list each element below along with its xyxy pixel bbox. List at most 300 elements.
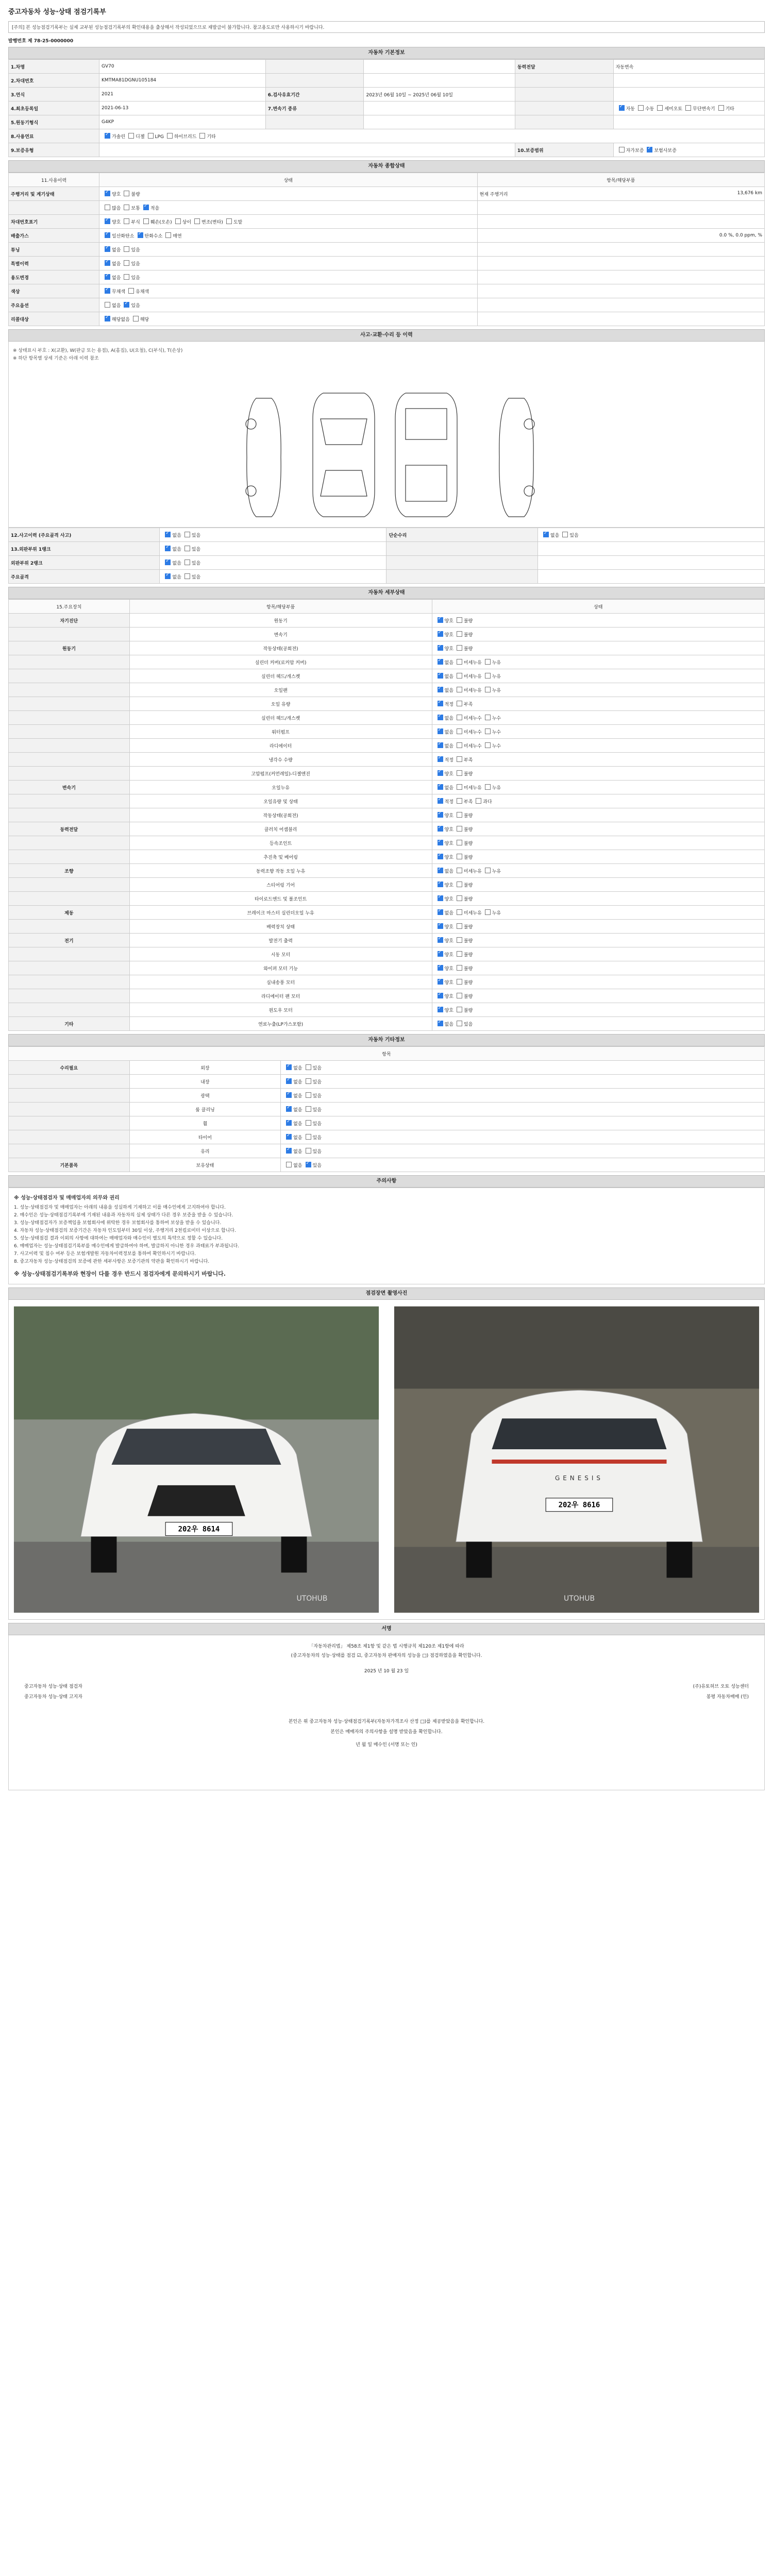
unchecked-checkbox-icon[interactable] — [457, 882, 462, 887]
general-options — [99, 257, 478, 270]
unchecked-checkbox-icon[interactable] — [226, 218, 232, 224]
detail-group — [9, 711, 130, 725]
option-label: 없음 — [444, 716, 453, 721]
detail-item: 라디에이터 — [129, 739, 432, 753]
unchecked-checkbox-icon[interactable] — [143, 218, 149, 224]
other-status — [281, 1075, 765, 1089]
general-options — [99, 215, 478, 229]
unchecked-checkbox-icon[interactable] — [457, 742, 462, 748]
unchecked-checkbox-icon[interactable] — [457, 617, 462, 623]
other-head-row — [9, 1047, 765, 1061]
unchecked-checkbox-icon[interactable] — [199, 133, 205, 139]
unchecked-checkbox-icon[interactable] — [286, 1162, 292, 1167]
checked-checkbox-icon[interactable] — [647, 147, 652, 152]
checked-checkbox-icon[interactable] — [438, 617, 443, 623]
option-label: 있음 — [191, 561, 201, 566]
checked-checkbox-icon[interactable] — [105, 218, 110, 224]
section-accident-header: 사고·교환·수리 등 이력 — [8, 329, 765, 342]
detail-status — [432, 655, 764, 669]
unchecked-checkbox-icon[interactable] — [105, 302, 110, 308]
checked-checkbox-icon[interactable] — [165, 546, 171, 551]
checked-checkbox-icon[interactable] — [438, 673, 443, 679]
option-label: 무단변속기 — [693, 106, 715, 112]
detail-item: 발전기 출력 — [129, 934, 432, 947]
checked-checkbox-icon[interactable] — [543, 532, 549, 537]
unchecked-checkbox-icon[interactable] — [124, 246, 129, 252]
checked-checkbox-icon[interactable] — [105, 260, 110, 266]
option-label: 있음 — [312, 1079, 322, 1085]
checked-checkbox-icon[interactable] — [438, 826, 443, 832]
option-label: 불량 — [463, 938, 473, 944]
option-label: 적정 — [444, 702, 453, 707]
checked-checkbox-icon[interactable] — [438, 979, 443, 985]
unchecked-checkbox-icon[interactable] — [128, 133, 134, 139]
rear-brand-text: GENESIS — [555, 1474, 603, 1482]
unchecked-checkbox-icon[interactable] — [457, 1021, 462, 1026]
checked-checkbox-icon[interactable] — [438, 728, 443, 734]
option-label: 양호 — [444, 632, 453, 638]
checked-checkbox-icon[interactable] — [438, 1007, 443, 1012]
checked-checkbox-icon[interactable] — [105, 191, 110, 196]
option-label: 보험사보증 — [654, 148, 677, 154]
general-row — [9, 229, 765, 243]
general-label: 색상 — [9, 284, 99, 298]
basic-row — [9, 143, 765, 157]
unchecked-checkbox-icon[interactable] — [457, 715, 462, 720]
general-extra — [477, 215, 764, 229]
unchecked-checkbox-icon[interactable] — [128, 288, 134, 294]
checked-checkbox-icon[interactable] — [286, 1106, 292, 1112]
option-label: 하이브리드 — [174, 134, 197, 140]
accident-row — [9, 542, 765, 556]
basic-label: 2.차대번호 — [9, 74, 99, 88]
detail-status — [432, 781, 764, 794]
option-label: 불량 — [463, 980, 473, 986]
detail-status — [432, 628, 764, 641]
checked-checkbox-icon[interactable] — [619, 105, 625, 111]
checked-checkbox-icon[interactable] — [105, 232, 110, 238]
option-label: 무채색 — [112, 289, 126, 295]
option-label: 양호 — [444, 855, 453, 860]
unchecked-checkbox-icon[interactable] — [685, 105, 691, 111]
checked-checkbox-icon[interactable] — [286, 1064, 292, 1070]
option-label: 양호 — [444, 938, 453, 944]
car-left-side-icon — [247, 398, 281, 517]
other-item: 광택 — [129, 1089, 280, 1103]
option-label: 부족 — [463, 799, 473, 805]
checked-checkbox-icon[interactable] — [438, 868, 443, 873]
option-label: 불량 — [463, 855, 473, 860]
option-label: 불량 — [463, 952, 473, 958]
checked-checkbox-icon[interactable] — [438, 687, 443, 692]
detail-status — [432, 711, 764, 725]
unchecked-checkbox-icon[interactable] — [457, 645, 462, 651]
option-label: 없음 — [293, 1107, 303, 1113]
detail-row — [9, 961, 765, 975]
unchecked-checkbox-icon[interactable] — [133, 316, 139, 321]
detail-item: 브레이크 마스터 실린더오일 누유 — [129, 906, 432, 920]
car-top-front-icon — [313, 393, 375, 517]
accident-label-2 — [386, 570, 537, 584]
option-label: 누유 — [492, 910, 501, 916]
option-label: 양호 — [444, 841, 453, 846]
unchecked-checkbox-icon[interactable] — [148, 133, 154, 139]
checked-checkbox-icon[interactable] — [105, 274, 110, 280]
checked-checkbox-icon[interactable] — [438, 923, 443, 929]
general-extra-label: 현재 주행거리 — [479, 192, 508, 197]
checked-checkbox-icon[interactable] — [438, 756, 443, 762]
checked-checkbox-icon[interactable] — [438, 631, 443, 637]
basic-label: 6.검사유효기간 — [265, 88, 364, 101]
general-label — [9, 201, 99, 215]
detail-status-table — [8, 599, 765, 1031]
unchecked-checkbox-icon[interactable] — [457, 770, 462, 776]
basic-value — [613, 115, 764, 129]
checked-checkbox-icon[interactable] — [105, 246, 110, 252]
checked-checkbox-icon[interactable] — [438, 701, 443, 706]
buyer-sign-line[interactable]: 년 월 일 매수인 (서명 또는 인) — [356, 1742, 417, 1748]
checked-checkbox-icon[interactable] — [438, 840, 443, 845]
unchecked-checkbox-icon[interactable] — [485, 728, 491, 734]
unchecked-checkbox-icon[interactable] — [457, 854, 462, 859]
option-label: 있음 — [131, 303, 140, 309]
detail-status — [432, 836, 764, 850]
option-label: 없음 — [444, 674, 453, 680]
option-label: 있음 — [312, 1093, 322, 1099]
checked-checkbox-icon[interactable] — [105, 288, 110, 294]
unchecked-checkbox-icon[interactable] — [124, 218, 129, 224]
checked-checkbox-icon[interactable] — [438, 1021, 443, 1026]
checked-checkbox-icon[interactable] — [438, 742, 443, 748]
general-extra — [477, 201, 764, 215]
note-line: 1. 성능·상태점검자 및 매매업자는 아래의 내용을 성실하게 기재하고 이를 매수인에게 고지하여야 합니다. — [14, 1205, 226, 1210]
checked-checkbox-icon[interactable] — [438, 659, 443, 665]
unchecked-checkbox-icon[interactable] — [457, 965, 462, 971]
unchecked-checkbox-icon[interactable] — [457, 687, 462, 692]
unchecked-checkbox-icon[interactable] — [306, 1148, 311, 1154]
section-notes-header: 주의사항 — [8, 1175, 765, 1188]
accident-label: 외판부위 2랭크 — [9, 556, 160, 570]
detail-status — [432, 669, 764, 683]
detail-item: 고압펌프(커먼레일)-디젤엔진 — [129, 767, 432, 781]
unchecked-checkbox-icon[interactable] — [457, 979, 462, 985]
unchecked-checkbox-icon[interactable] — [657, 105, 663, 111]
checked-checkbox-icon[interactable] — [438, 951, 443, 957]
option-label: 없음 — [172, 547, 181, 552]
unchecked-checkbox-icon[interactable] — [165, 232, 171, 238]
unchecked-checkbox-icon[interactable] — [485, 673, 491, 679]
unchecked-checkbox-icon[interactable] — [485, 909, 491, 915]
unchecked-checkbox-icon[interactable] — [457, 868, 462, 873]
unchecked-checkbox-icon[interactable] — [124, 191, 129, 196]
basic-value: KMTMA81DGNU105184 — [99, 74, 266, 88]
detail-group — [9, 947, 130, 961]
unchecked-checkbox-icon[interactable] — [485, 784, 491, 790]
basic-value: 2021 — [99, 88, 266, 101]
option-label: 양호 — [444, 771, 453, 777]
checked-checkbox-icon[interactable] — [143, 205, 149, 210]
checked-checkbox-icon[interactable] — [165, 560, 171, 565]
detail-status — [432, 614, 764, 628]
option-label: 없음 — [444, 869, 453, 874]
basic-value — [613, 88, 764, 101]
unchecked-checkbox-icon[interactable] — [457, 701, 462, 706]
unchecked-checkbox-icon[interactable] — [485, 868, 491, 873]
detail-status — [432, 892, 764, 906]
detail-row — [9, 669, 765, 683]
section-basic-header: 자동차 기본정보 — [8, 47, 765, 59]
unchecked-checkbox-icon[interactable] — [124, 205, 129, 210]
unchecked-checkbox-icon[interactable] — [718, 105, 724, 111]
fuel-label: 8.사용연료 — [9, 129, 99, 143]
other-row — [9, 1103, 765, 1116]
unchecked-checkbox-icon[interactable] — [457, 923, 462, 929]
detail-group: 기타 — [9, 1017, 130, 1031]
unchecked-checkbox-icon[interactable] — [457, 993, 462, 998]
section-other-header: 자동차 기타정보 — [8, 1034, 765, 1046]
unchecked-checkbox-icon[interactable] — [619, 147, 625, 152]
detail-status — [432, 794, 764, 808]
unchecked-checkbox-icon[interactable] — [457, 659, 462, 665]
unchecked-checkbox-icon[interactable] — [457, 798, 462, 804]
checked-checkbox-icon[interactable] — [438, 645, 443, 651]
other-item: 타이어 — [129, 1130, 280, 1144]
unchecked-checkbox-icon[interactable] — [485, 687, 491, 692]
option-label: 유채색 — [136, 289, 149, 295]
unchecked-checkbox-icon[interactable] — [485, 715, 491, 720]
unchecked-checkbox-icon[interactable] — [167, 133, 173, 139]
unchecked-checkbox-icon[interactable] — [457, 631, 462, 637]
checked-checkbox-icon[interactable] — [438, 715, 443, 720]
detail-row — [9, 850, 765, 864]
unchecked-checkbox-icon[interactable] — [105, 205, 110, 210]
detail-group — [9, 878, 130, 892]
option-label: 누유 — [492, 688, 501, 693]
unchecked-checkbox-icon[interactable] — [457, 937, 462, 943]
accident-options-2 — [537, 528, 764, 542]
unchecked-checkbox-icon[interactable] — [306, 1134, 311, 1140]
general-options — [99, 284, 478, 298]
general-label: 주요옵션 — [9, 298, 99, 312]
checked-checkbox-icon[interactable] — [438, 770, 443, 776]
unchecked-checkbox-icon[interactable] — [457, 756, 462, 762]
detail-status — [432, 878, 764, 892]
option-label: 많음 — [112, 206, 121, 211]
detail-item: 오일팬 — [129, 683, 432, 697]
checked-checkbox-icon[interactable] — [286, 1078, 292, 1084]
checked-checkbox-icon[interactable] — [165, 532, 171, 537]
detail-item: 동력조향 작동 오일 누유 — [129, 864, 432, 878]
option-label: 누수 — [492, 743, 501, 749]
detail-item: 작동상태(공회전) — [129, 808, 432, 822]
checked-checkbox-icon[interactable] — [286, 1092, 292, 1098]
unchecked-checkbox-icon[interactable] — [562, 532, 568, 537]
detail-item: 타이로드엔드 및 볼조인트 — [129, 892, 432, 906]
detail-row — [9, 989, 765, 1003]
option-label: 불량 — [463, 618, 473, 624]
option-label: 불량 — [463, 896, 473, 902]
checked-checkbox-icon[interactable] — [438, 798, 443, 804]
unchecked-checkbox-icon[interactable] — [184, 546, 190, 551]
basic-label — [515, 101, 613, 115]
general-extra — [477, 284, 764, 298]
accident-row — [9, 528, 765, 542]
note-line: 4. 자동차 성능·상태점검의 보증기간은 자동차 인도일부터 30일 이상, 주행거리 2천킬로미터 이상으로 합니다. — [14, 1228, 236, 1233]
option-label: 누수 — [492, 730, 501, 735]
unchecked-checkbox-icon[interactable] — [184, 573, 190, 579]
unchecked-checkbox-icon[interactable] — [124, 260, 129, 266]
detail-status — [432, 906, 764, 920]
unchecked-checkbox-icon[interactable] — [476, 798, 481, 804]
option-label: 디젤 — [136, 134, 145, 140]
accident-options — [160, 528, 386, 542]
unchecked-checkbox-icon[interactable] — [457, 895, 462, 901]
unchecked-checkbox-icon[interactable] — [457, 673, 462, 679]
option-label: 미세누수 — [463, 716, 482, 721]
checked-checkbox-icon[interactable] — [124, 302, 129, 308]
unchecked-checkbox-icon[interactable] — [485, 659, 491, 665]
option-label: 있음 — [463, 1022, 473, 1027]
option-label: 불량 — [463, 1008, 473, 1013]
detail-item: 오일누유 — [129, 781, 432, 794]
checked-checkbox-icon[interactable] — [438, 854, 443, 859]
detail-status — [432, 683, 764, 697]
detail-item: 실린더 헤드/개스켓 — [129, 711, 432, 725]
basic-row — [9, 129, 765, 143]
unchecked-checkbox-icon[interactable] — [457, 1007, 462, 1012]
detail-item: 실내송풍 모터 — [129, 975, 432, 989]
detail-group — [9, 655, 130, 669]
detail-status — [432, 989, 764, 1003]
detail-item: 와이퍼 모터 기능 — [129, 961, 432, 975]
unchecked-checkbox-icon[interactable] — [306, 1106, 311, 1112]
sign-statement-2: (중고자동차의 성능·상태를 점검 ☑, 중고자동차 판매자의 성능을 □) 점검하였음을 확인합니다. — [291, 1653, 482, 1658]
checked-checkbox-icon[interactable] — [105, 133, 110, 139]
detail-row — [9, 1017, 765, 1031]
unchecked-checkbox-icon[interactable] — [175, 218, 181, 224]
checked-checkbox-icon[interactable] — [138, 232, 143, 238]
detail-row — [9, 753, 765, 767]
checked-checkbox-icon[interactable] — [438, 812, 443, 818]
detail-row — [9, 725, 765, 739]
checked-checkbox-icon[interactable] — [165, 573, 171, 579]
other-status — [281, 1144, 765, 1158]
option-label: 불량 — [463, 813, 473, 819]
car-top-rear-icon — [395, 393, 457, 517]
other-status — [281, 1103, 765, 1116]
general-row — [9, 312, 765, 326]
unchecked-checkbox-icon[interactable] — [457, 826, 462, 832]
notes-list — [14, 1204, 759, 1266]
cert-number: 발행번호 제 78-25-0000000 — [8, 39, 74, 44]
detail-group — [9, 669, 130, 683]
detail-group — [9, 628, 130, 641]
warranty-options — [613, 143, 764, 157]
unchecked-checkbox-icon[interactable] — [306, 1092, 311, 1098]
option-label: 있음 — [312, 1107, 322, 1113]
sign-inspector-name: (주)유토허브 오토 성능센터 — [693, 1684, 749, 1689]
unchecked-checkbox-icon[interactable] — [184, 560, 190, 565]
unchecked-checkbox-icon[interactable] — [306, 1078, 311, 1084]
document-title: 중고자동차 성능·상태 점검기록부 — [8, 8, 106, 16]
detail-status — [432, 822, 764, 836]
option-label: 기타 — [207, 134, 216, 140]
detail-row — [9, 1003, 765, 1017]
option-label: 없음 — [172, 533, 181, 538]
checked-checkbox-icon[interactable] — [306, 1162, 311, 1167]
unchecked-checkbox-icon[interactable] — [184, 532, 190, 537]
unchecked-checkbox-icon[interactable] — [457, 951, 462, 957]
general-extra — [477, 243, 764, 257]
section-general-header: 자동차 종합상태 — [8, 160, 765, 173]
detail-row — [9, 822, 765, 836]
unchecked-checkbox-icon[interactable] — [124, 274, 129, 280]
unchecked-checkbox-icon[interactable] — [306, 1064, 311, 1070]
checked-checkbox-icon[interactable] — [286, 1134, 292, 1140]
detail-head-row — [9, 600, 765, 614]
unchecked-checkbox-icon[interactable] — [306, 1120, 311, 1126]
general-head-row — [9, 173, 765, 187]
front-watermark: UTOHUB — [296, 1595, 328, 1603]
unchecked-checkbox-icon[interactable] — [638, 105, 644, 111]
detail-col-header: 항목/해당부품 — [129, 600, 432, 614]
general-label: 특별이력 — [9, 257, 99, 270]
notes-warning: ※ 성능·상태점검기록부와 현장이 다를 경우 반드시 점검자에게 문의하시기 바랍니다. — [14, 1270, 226, 1277]
checked-checkbox-icon[interactable] — [286, 1120, 292, 1126]
option-label: 탄화수소 — [144, 233, 163, 239]
detail-row — [9, 683, 765, 697]
checked-checkbox-icon[interactable] — [105, 316, 110, 321]
accident-label: 13.외판부위 1랭크 — [9, 542, 160, 556]
unchecked-checkbox-icon[interactable] — [194, 218, 200, 224]
general-row — [9, 270, 765, 284]
signature-block — [8, 1635, 765, 1790]
option-label: 없음 — [293, 1093, 303, 1099]
other-item: 내장 — [129, 1075, 280, 1089]
checked-checkbox-icon[interactable] — [438, 937, 443, 943]
option-label: 없음 — [444, 1022, 453, 1027]
option-label: 있음 — [131, 247, 140, 253]
checked-checkbox-icon[interactable] — [286, 1148, 292, 1154]
unchecked-checkbox-icon[interactable] — [457, 728, 462, 734]
unchecked-checkbox-icon[interactable] — [457, 909, 462, 915]
checked-checkbox-icon[interactable] — [438, 909, 443, 915]
checked-checkbox-icon[interactable] — [438, 965, 443, 971]
checked-checkbox-icon[interactable] — [438, 895, 443, 901]
detail-col-header: 상태 — [432, 600, 764, 614]
option-label: 불량 — [463, 771, 473, 777]
sign-date: 2025 년 10 월 23 일 — [364, 1669, 409, 1674]
unchecked-checkbox-icon[interactable] — [485, 742, 491, 748]
checked-checkbox-icon[interactable] — [438, 993, 443, 998]
checked-checkbox-icon[interactable] — [438, 784, 443, 790]
notice-banner: [주의] 본 성능점검기록부는 실제 교부된 성능점검기록부의 확인대용을 출상해서 작성되었으므로 재발급이 불가합니다. 참고용도로만 사용하시기 바랍니다. — [8, 21, 765, 33]
option-label: 적정 — [444, 757, 453, 763]
option-label: 미세누유 — [463, 910, 482, 916]
option-label: 양호 — [444, 618, 453, 624]
option-label: 미세누수 — [463, 743, 482, 749]
detail-status — [432, 808, 764, 822]
checked-checkbox-icon[interactable] — [438, 882, 443, 887]
general-row — [9, 201, 765, 215]
option-label: 상이 — [182, 219, 192, 225]
detail-group: 원동기 — [9, 641, 130, 655]
unchecked-checkbox-icon[interactable] — [457, 840, 462, 845]
general-options — [99, 270, 478, 284]
unchecked-checkbox-icon[interactable] — [457, 784, 462, 790]
option-label: 보통 — [131, 206, 140, 211]
unchecked-checkbox-icon[interactable] — [457, 812, 462, 818]
